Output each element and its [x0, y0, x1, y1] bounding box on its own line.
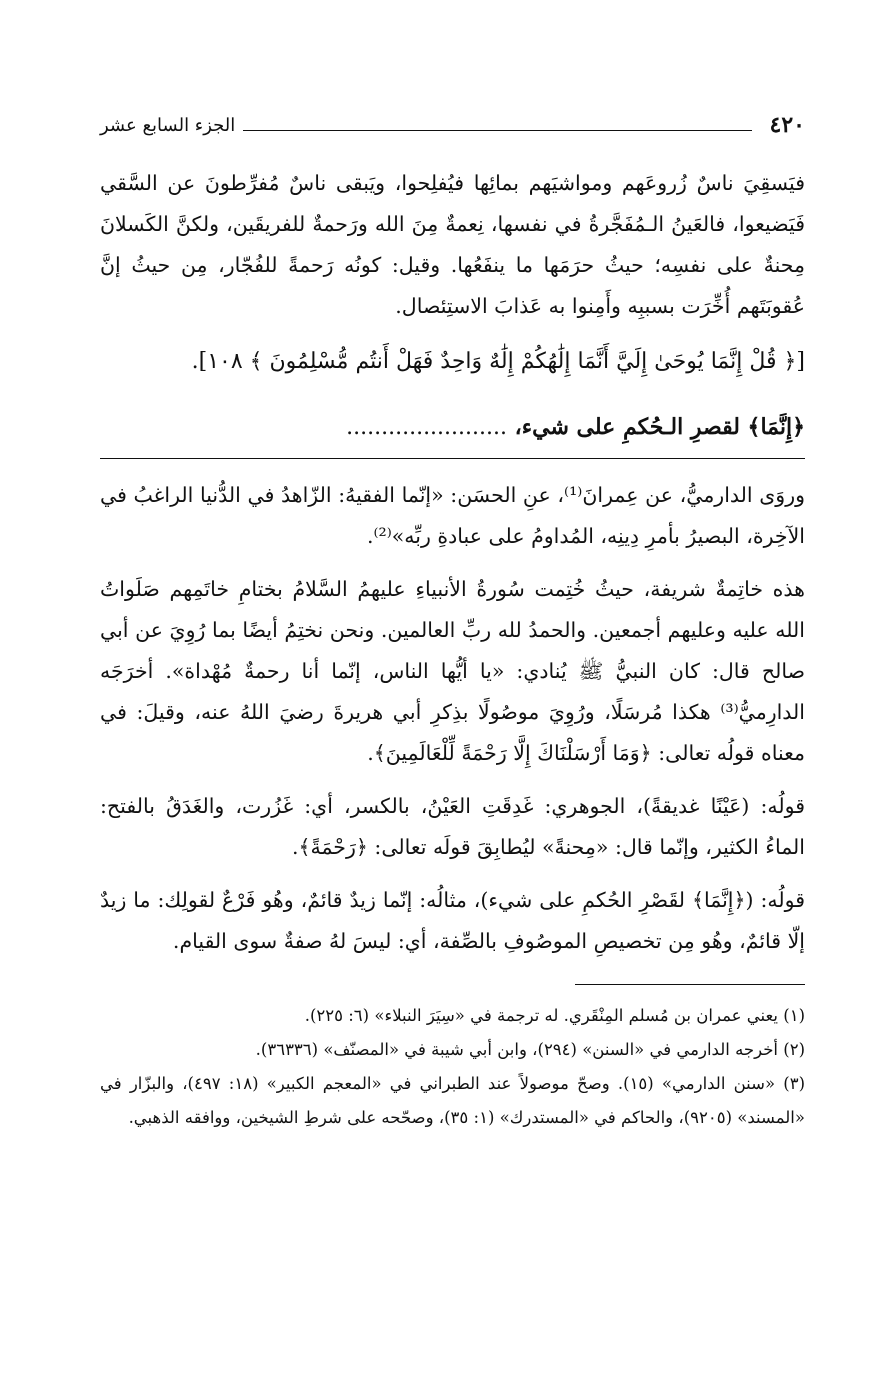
section-heading-text: ﴿إِنَّمَا﴾ لقصرِ الـحُكمِ على شيء،: [514, 414, 805, 440]
footnote: (٣) «سنن الدارمي» (١٥). وصحّ موصولاً عند الطبراني في «المعجم الكبير» (١٨: ٤٩٧)، والبزّار في «المسند» (٩٢٠٥)، والحاكم في «المستدرك» (١: ٣٥)، وصحّحه على شرطِ الشيخين، ووافقه الذهبي.: [100, 1074, 805, 1127]
footnote: (١) يعني عمران بن مُسلم المِنْقَري. له ترجمة في «سِيَرَ النبلاء» (٦: ٢٢٥).: [304, 1006, 805, 1025]
footnote-divider: [575, 984, 805, 985]
commentary-paragraph: هذه خاتِمةٌ شريفة، حيثُ خُتِمت سُورةُ الأنبياءِ عليهمُ السَّلامُ بختامِ خاتَمِهم صَلَواتُ الله عليه وعليهم أجمعين. والحمدُ لله ربِّ العالمين. ونحن نختِمُ أيضًا بما رُوِيَ عن أبي صالح قال: كان النبيُّ ﷺ يُنادي: «يا أيُّها الناس، إنّما أنا رحمةٌ مُهْداة». أخرَجَه الدارِميُّ⁽³⁾ هكذا مُرسَلًا، ورُوِيَ موصُولًا بذِكرِ أبي هريرةَ رضيَ اللهُ عنه، وقيلَ: في معناه قولُه تعالى: ﴿وَمَا أَرْسَلْنَاكَ إِلَّا رَحْمَةً لِّلْعَالَمِينَ﴾.: [100, 577, 805, 765]
commentary-paragraph: قولُه: (﴿إِنَّمَا﴾ لقَصْرِ الحُكمِ على شيء)، مثالُه: إنّما زيدٌ قائمٌ، وهُو فَرْعٌ لقولِك: ما زيدٌ إلّا قائمٌ، وهُو مِن تخصيصِ الموصُوفِ بالصِّفة، أي: ليسَ لهُ صفةٌ سوى القيام.: [100, 888, 805, 953]
volume-title: الجزء السابع عشر: [100, 114, 236, 136]
commentary-paragraph: قولُه: (عَيْنًا غديقةً)، الجوهري: غَدِقَتِ العَيْنُ، بالكسر، أي: غَزُرت، والغَدَقُ بالفتح: الماءُ الكثير، وإنّما قال: «مِحنةً» ليُطابِقَ قولَه تعالى: ﴿رَحْمَةً﴾.: [100, 794, 805, 859]
commentary-paragraph: وروَى الدارميُّ، عن عِمرانَ⁽¹⁾، عنِ الحسَن: «إنّما الفقيهُ: الزّاهدُ في الدُّنيا الراغبُ في الآخِرة، البصيرُ بأمرِ دِينِه، المُداومُ على عبادةِ ربِّه»⁽²⁾.: [100, 483, 805, 548]
section-divider: [100, 458, 805, 459]
section-heading-dots: .......................: [346, 415, 507, 440]
footnote: (٢) أخرجه الدارمي في «السنن» (٢٩٤)، وابن أبي شيبة في «المصنّف» (٣٦٣٣٦).: [255, 1040, 805, 1059]
running-header: [100, 105, 805, 145]
page-number: ٤٢٠: [769, 112, 805, 138]
section-heading: [100, 405, 805, 450]
quran-verse: [﴿ قُلْ إِنَّمَا يُوحَىٰ إِلَيَّ أَنَّمَا إِلَٰهُكُمْ إِلَٰهٌ وَاحِدٌ فَهَلْ أَنتُم مُّسْلِمُونَ ﴾ ١٠٨].: [191, 349, 805, 374]
header-rule: [243, 130, 751, 131]
opening-paragraph: فيَسقِيَ ناسٌ زُروعَهم ومواشيَهم بمائِها فيُفلِحوا، ويَبقى ناسٌ مُفرِّطونَ عن السَّقي فَيَضيعوا، فالعَينُ الـمُفَجَّرةُ في نفسها، نِعمةٌ مِنَ الله ورَحمةٌ للفريقَين، ولكنَّ الكَسلانَ مِحنةٌ على نفسِه؛ حيثُ حرَمَها ما ينفَعُها. وقيل: كونُه رَحمةً للفُجّار، مِن حيثُ إنَّ عُقوبَتَهم أُخِّرَت بسببِه وأَمِنوا به عَذابَ الاستِئصال.: [100, 171, 805, 318]
book-page: [100, 105, 805, 1135]
